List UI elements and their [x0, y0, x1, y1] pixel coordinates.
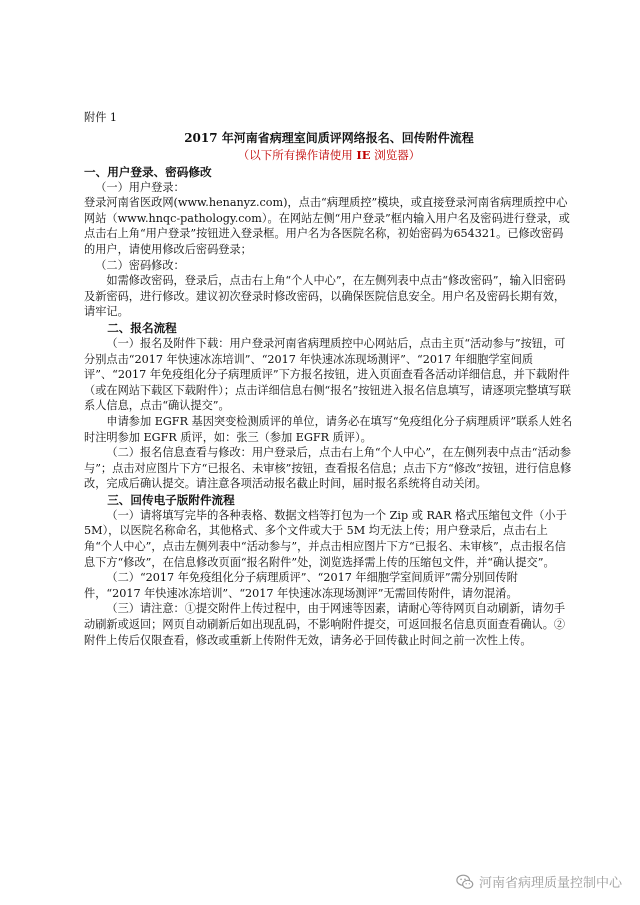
wechat-icon — [456, 873, 474, 891]
section-3-paragraph-2: （二）“2017 年免疫组化分子病理质评”、“2017 年细胞学室间质评”需分别回传附件，“2017 年快速冰冻培训”、“2017 年快速冰冻现场测评”无需回传附件，请勿混淆。 — [84, 571, 518, 600]
document-title: 2017 年河南省病理室间质评网络报名、回传附件流程 — [184, 130, 474, 145]
document-subtitle — [84, 147, 574, 163]
section-3-paragraph-1: （一）请将填写完毕的各种表格、数据文档等打包为一个 Zip 或 RAR 格式压缩包文件（小于 5M），以医院名称命名，其他格式、多个文件或大于 5M 均无法上传；用户登录后，点击右上角“个人中心”，点击左侧列表中“活动参与”，并点击相应图片下方“已报名、未审核”，点击报名信息下方“修改”，在信息修改页面“报名附件”处，浏览选择需上传的压缩包文件，并“确认提交”。 — [84, 508, 567, 569]
section-1-heading: 一、用户登录、密码修改 — [84, 164, 212, 179]
section-1-paragraph-2: 如需修改密码，登录后，点击右上角“个人中心”，在左侧列表中点击“修改密码”，输入旧密码及新密码，进行修改。建议初次登录时修改密码，以确保医院信息安全。用户名及密码长期有效，请牢记。 — [84, 274, 566, 319]
section-2-heading: 二、报名流程 — [107, 320, 177, 335]
document-body — [84, 110, 574, 648]
section-3-heading: 三、回传电子版附件流程 — [107, 492, 235, 507]
section-2-paragraph-3: （二）报名信息查看与修改：用户登录后，点击右上角“个人中心”，在左侧列表中点击“活动参与”；点击对应图片下方“已报名、未审核”按钮，查看报名信息；点击下方“修改”按钮，进行信息修改，完成后确认提交。请注意各项活动报名截止时间，届时报名系统将自动关闭。 — [84, 446, 572, 491]
section-1-sub-1: （一）用户登录： — [95, 180, 185, 194]
annex-label: 附件 1 — [84, 111, 118, 124]
subtitle-prefix: （以下所有操作请使用 — [237, 147, 357, 162]
watermark-text: 河南省病理质量控制中心 — [478, 876, 622, 891]
section-1-sub-2: （二）密码修改： — [95, 258, 185, 272]
section-3-paragraph-3: （三）请注意：①提交附件上传过程中，由于网速等因素，请耐心等待网页自动刷新，请勿手动刷新或返回；网页自动刷新后如出现乱码，不影响附件提交，可返回报名信息页面查看确认。②附件上传后仅限查看，修改或重新上传附件无效，请务必于回传截止时间之前一次性上传。 — [84, 602, 566, 647]
subtitle-browser: IE — [356, 147, 371, 162]
section-1-paragraph-1: 登录河南省医政网(www.henanyz.com)，点击“病理质控”模块，或直接登录河南省病理质控中心网站（www.hnqc-pathology.com）。在网站左侧“用户登录”框内输入用户名及密码进行登录，或点击右上角“用户登录”按钮进入登录框。用户名为各医院名称，初始密码为654321。已修改密码的用户，请使用修改后密码登录； — [84, 196, 570, 256]
watermark — [456, 872, 622, 891]
subtitle-suffix: 浏览器） — [370, 147, 421, 162]
section-2-paragraph-2: 申请参加 EGFR 基因突变检测质评的单位，请务必在填写“免疫组化分子病理质评”联系人姓名时注明参加 EGFR 质评，如：张三（参加 EGFR 质评）。 — [84, 414, 573, 444]
section-2-paragraph-1: （一）报名及附件下载：用户登录河南省病理质控中心网站后，点击主页“活动参与”按钮，可分别点击“2017 年快速冰冻培训”、“2017 年快速冰冻现场测评”、“2017 年细胞学室间质评”、“2017 年免疫组化分子病理质评”下方报名按钮，进入页面查看各活动详细信息，并下载附件（或在网站下载区下载附件）；点击详细信息右侧“报名”按钮进入报名信息填写，请逐项完整填写联系人信息，点击“确认提交”。 — [84, 336, 571, 413]
